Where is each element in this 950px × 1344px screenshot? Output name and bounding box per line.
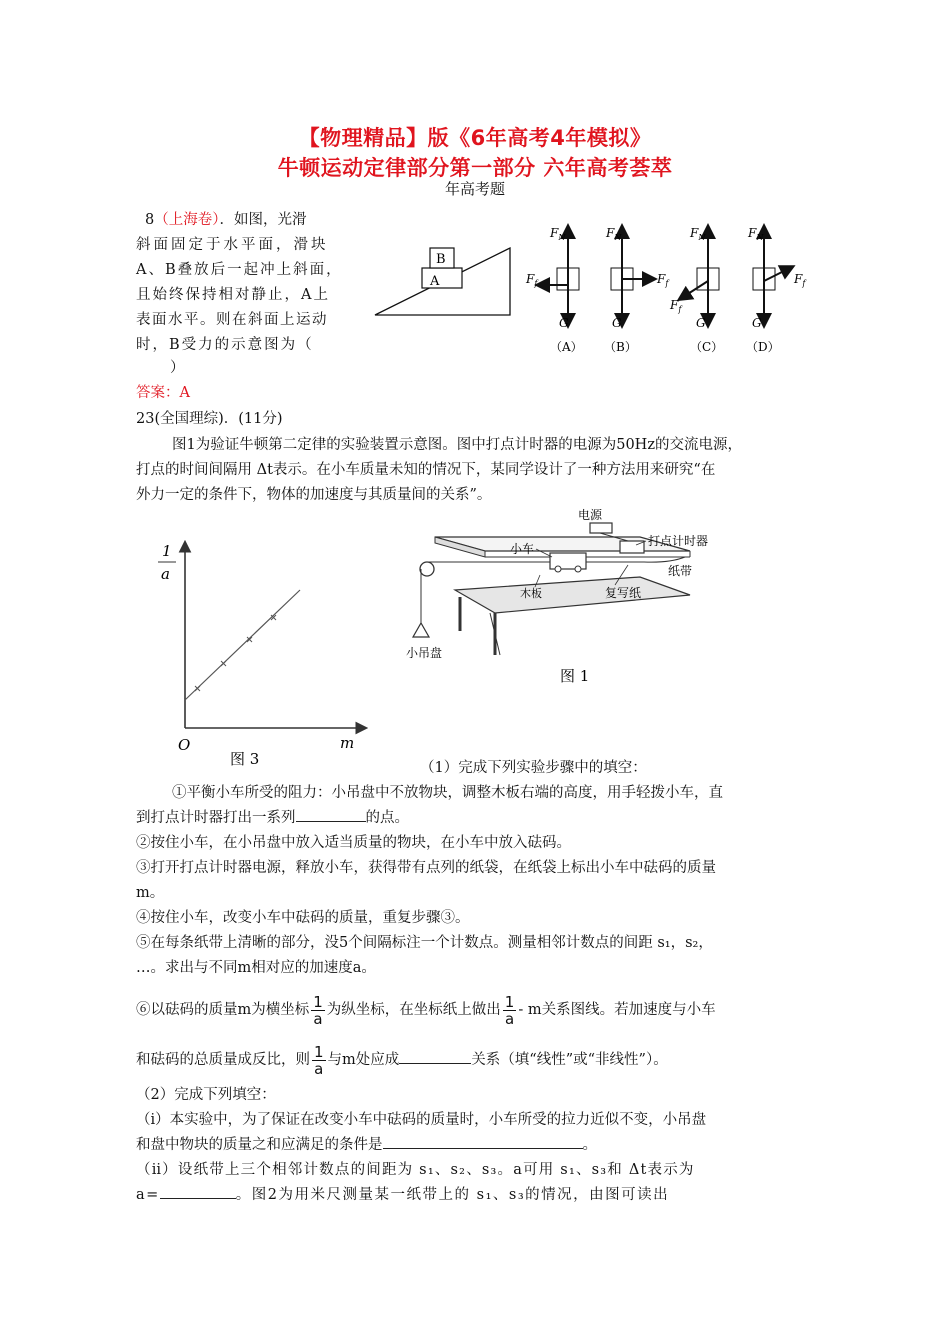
fig3-caption: 图 3 <box>230 750 260 768</box>
svg-text:纸带: 纸带 <box>668 564 693 578</box>
svg-text:G: G <box>696 316 706 330</box>
part2-heading: （2）完成下列填空： <box>136 1087 276 1103</box>
q8-line-1: 8（上海卷）．如图，光滑 <box>145 212 307 228</box>
part1-heading: （1）完成下列实验步骤中的填空： <box>420 760 647 776</box>
fig1-timer <box>620 541 644 553</box>
step3-b: m。 <box>136 885 165 901</box>
fraction-1-over-a: $\frac{1}{a}$ <box>313 992 323 1028</box>
part2-ii-b: a= 。图2为用米尺测量某一纸带上的 s₁、s₃的情况，由图可读出 <box>136 1183 669 1208</box>
step5-b: …。求出与不同m相对应的加速度a。 <box>136 960 376 976</box>
svg-text:小吊盘: 小吊盘 <box>406 646 443 660</box>
step1-a: ①平衡小车所受的阻力：小吊盘中不放物块，调整木板右端的高度，用手轻拨小车，直 <box>172 785 723 801</box>
step6-blank[interactable] <box>399 1048 471 1064</box>
q23-heading: 23(全国理综)．(11分) <box>136 411 283 427</box>
force-diagrams <box>520 215 820 360</box>
fig1-tray <box>413 623 429 637</box>
step3-a: ③打开打点计时器电源，释放小车，获得带有点列的纸袋，在纸袋上标出小车中砝码的质量 <box>136 860 716 876</box>
q8-line-5: 表面水平。则在斜面上运动 <box>136 312 328 328</box>
force-diagram-a <box>525 226 583 354</box>
fig3-origin: O <box>178 736 191 754</box>
svg-text:Ff: $F_f$ <box>794 272 806 288</box>
step6-b: 和砝码的总质量成反比，则 $\frac{1}{a}$ 与m处应成 关系（填“线性”或“非线性”）。 <box>136 1042 668 1078</box>
step1-blank[interactable] <box>296 806 366 822</box>
fig1-table <box>455 577 690 613</box>
step5-a: ⑤在每条纸带上清晰的部分，没5个间隔标注一个计数点。测量相邻计数点的间距 s₁，s₂， <box>136 935 713 951</box>
figure-1 <box>400 505 710 690</box>
q8-source: （上海卷） <box>154 212 220 228</box>
svg-text:电源: 电源 <box>578 508 603 522</box>
svg-text:图 1: 图 1 <box>560 667 590 685</box>
step4: ④按住小车，改变小车中砝码的质量，重复步骤③。 <box>136 910 470 926</box>
svg-text:Ff: $F_f$ <box>526 272 538 288</box>
title-line-1: 【物理精品】版《6年高考4年模拟》 <box>298 126 652 150</box>
q8-answer: 答案：A <box>136 385 190 401</box>
force-diagram-b <box>604 226 670 354</box>
svg-text:小车: 小车 <box>510 542 535 556</box>
q23-intro-2: 打点的时间间隔用 Δt表示。在小车质量未知的情况下，某同学设计了一种方法用来研究“在 <box>136 462 716 478</box>
title-line-2: 牛顿运动定律部分第一部分 六年高考荟萃 <box>277 156 673 180</box>
step6-a: ⑥以砝码的质量m为横坐标 $\frac{1}{a}$ 为纵坐标，在坐标纸上做出 $\frac{1}{a}$ - m关系图线。若加速度与小车 <box>136 992 716 1028</box>
svg-text:复写纸: 复写纸 <box>605 586 642 600</box>
subtitle: 年高考题 <box>444 180 505 198</box>
step2: ②按住小车，在小吊盘中放入适当质量的物块，在小车中放入砝码。 <box>136 835 571 851</box>
fig1-cart <box>550 553 586 569</box>
svg-text:G: G <box>612 316 622 330</box>
svg-text:FN: $F_N$ <box>550 226 566 242</box>
svg-text:（D）: （D） <box>746 340 780 354</box>
svg-text:（C）: （C） <box>690 340 724 354</box>
svg-text:（A）: （A） <box>550 340 583 354</box>
fig3-trend-line <box>185 590 300 700</box>
q8-line-6: 时，B受力的示意图为（ <box>136 337 314 353</box>
svg-text:木板: 木板 <box>520 587 542 600</box>
q23-intro-3: 外力一定的条件下，物体的加速度与其质量间的关系”。 <box>136 487 492 503</box>
fig3-x-label: m <box>340 734 355 752</box>
svg-text:FN: $F_N$ <box>606 226 622 242</box>
block-a <box>422 268 462 288</box>
fraction-1-over-a: $\frac{1}{a}$ <box>504 992 515 1028</box>
block-a-label: A <box>430 274 440 289</box>
force-diagram-d <box>746 226 807 354</box>
svg-text:（B）: （B） <box>604 340 637 354</box>
q8-line-7: ） <box>170 360 185 376</box>
q8-line-2: 斜面固定于水平面，滑块 <box>136 237 329 253</box>
q8-line-3: A、B叠放后一起冲上斜面， <box>136 262 343 278</box>
fig1-pulley <box>420 562 434 576</box>
svg-text:打点计时器: 打点计时器 <box>648 534 709 548</box>
q8-line-4: 且始终保持相对静止，A上 <box>136 287 330 303</box>
part2-i-a: （ⅰ）本实验中，为了保证在改变小车中砝码的质量时，小车所受的拉力近似不变，小吊盘 <box>136 1112 707 1128</box>
svg-text:G: G <box>559 316 569 330</box>
fig1-tape <box>586 557 685 562</box>
svg-text:G: G <box>752 316 762 330</box>
force-diagram-c <box>669 226 723 354</box>
incline-figure <box>370 240 520 320</box>
svg-text:Ff: $F_f$ <box>670 298 682 314</box>
part2-ii-a: （ⅱ）设纸带上三个相邻计数点的间距为 s₁、s₂、s₃。a可用 s₁、s₃和 Δt表示为 <box>136 1162 695 1178</box>
figure-3 <box>140 528 380 778</box>
svg-text:FN: $F_N$ <box>690 226 706 242</box>
svg-text:Ff: $F_f$ <box>657 272 669 288</box>
fig3-y-den: a <box>161 565 170 583</box>
q23-intro-1: 图1为验证牛顿第二定律的实验装置示意图。图中打点计时器的电源为50Hz的交流电源， <box>172 437 742 453</box>
fraction-1-over-a: $\frac{1}{a}$ <box>314 1042 324 1078</box>
svg-text:FN: $F_N$ <box>748 226 764 242</box>
fig1-power <box>590 523 612 533</box>
part2-i-b: 和盘中物块的质量之和应满足的条件是 。 <box>136 1133 597 1158</box>
part2-ii-blank[interactable] <box>160 1183 236 1199</box>
block-b-label: B <box>436 252 446 267</box>
part2-i-blank[interactable] <box>383 1133 583 1149</box>
step1-b: 到打点计时器打出一系列 的点。 <box>136 806 409 831</box>
fig3-y-num: 1 <box>162 542 172 560</box>
